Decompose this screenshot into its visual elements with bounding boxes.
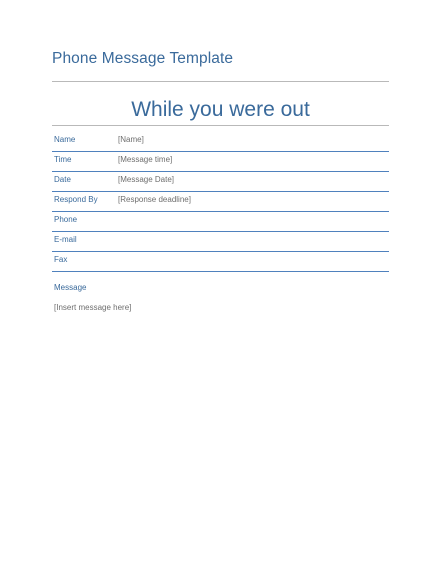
page-heading: Phone Message Template bbox=[52, 50, 234, 67]
field-label: Phone bbox=[54, 215, 78, 224]
field-value[interactable]: [Message Date] bbox=[118, 175, 175, 184]
form-title: While you were out bbox=[131, 98, 310, 121]
field-value[interactable]: [Response deadline] bbox=[118, 195, 191, 204]
field-label: Fax bbox=[54, 255, 68, 264]
field-row-respond-by[interactable] bbox=[52, 192, 389, 212]
message-label: Message bbox=[54, 283, 87, 292]
title-divider bbox=[52, 125, 389, 126]
field-label: E-mail bbox=[54, 235, 77, 244]
field-row-name[interactable] bbox=[52, 132, 389, 152]
field-label: Name bbox=[54, 135, 76, 144]
heading-divider bbox=[52, 81, 389, 82]
field-value[interactable]: [Message time] bbox=[118, 155, 173, 164]
field-row-fax[interactable] bbox=[52, 252, 389, 272]
field-label: Respond By bbox=[54, 195, 98, 204]
field-value[interactable]: [Name] bbox=[118, 135, 144, 144]
field-row-date[interactable] bbox=[52, 172, 389, 192]
field-row-email[interactable] bbox=[52, 232, 389, 252]
field-row-time[interactable] bbox=[52, 152, 389, 172]
message-body[interactable]: [Insert message here] bbox=[54, 303, 132, 312]
field-label: Time bbox=[54, 155, 72, 164]
field-row-phone[interactable] bbox=[52, 212, 389, 232]
field-label: Date bbox=[54, 175, 71, 184]
